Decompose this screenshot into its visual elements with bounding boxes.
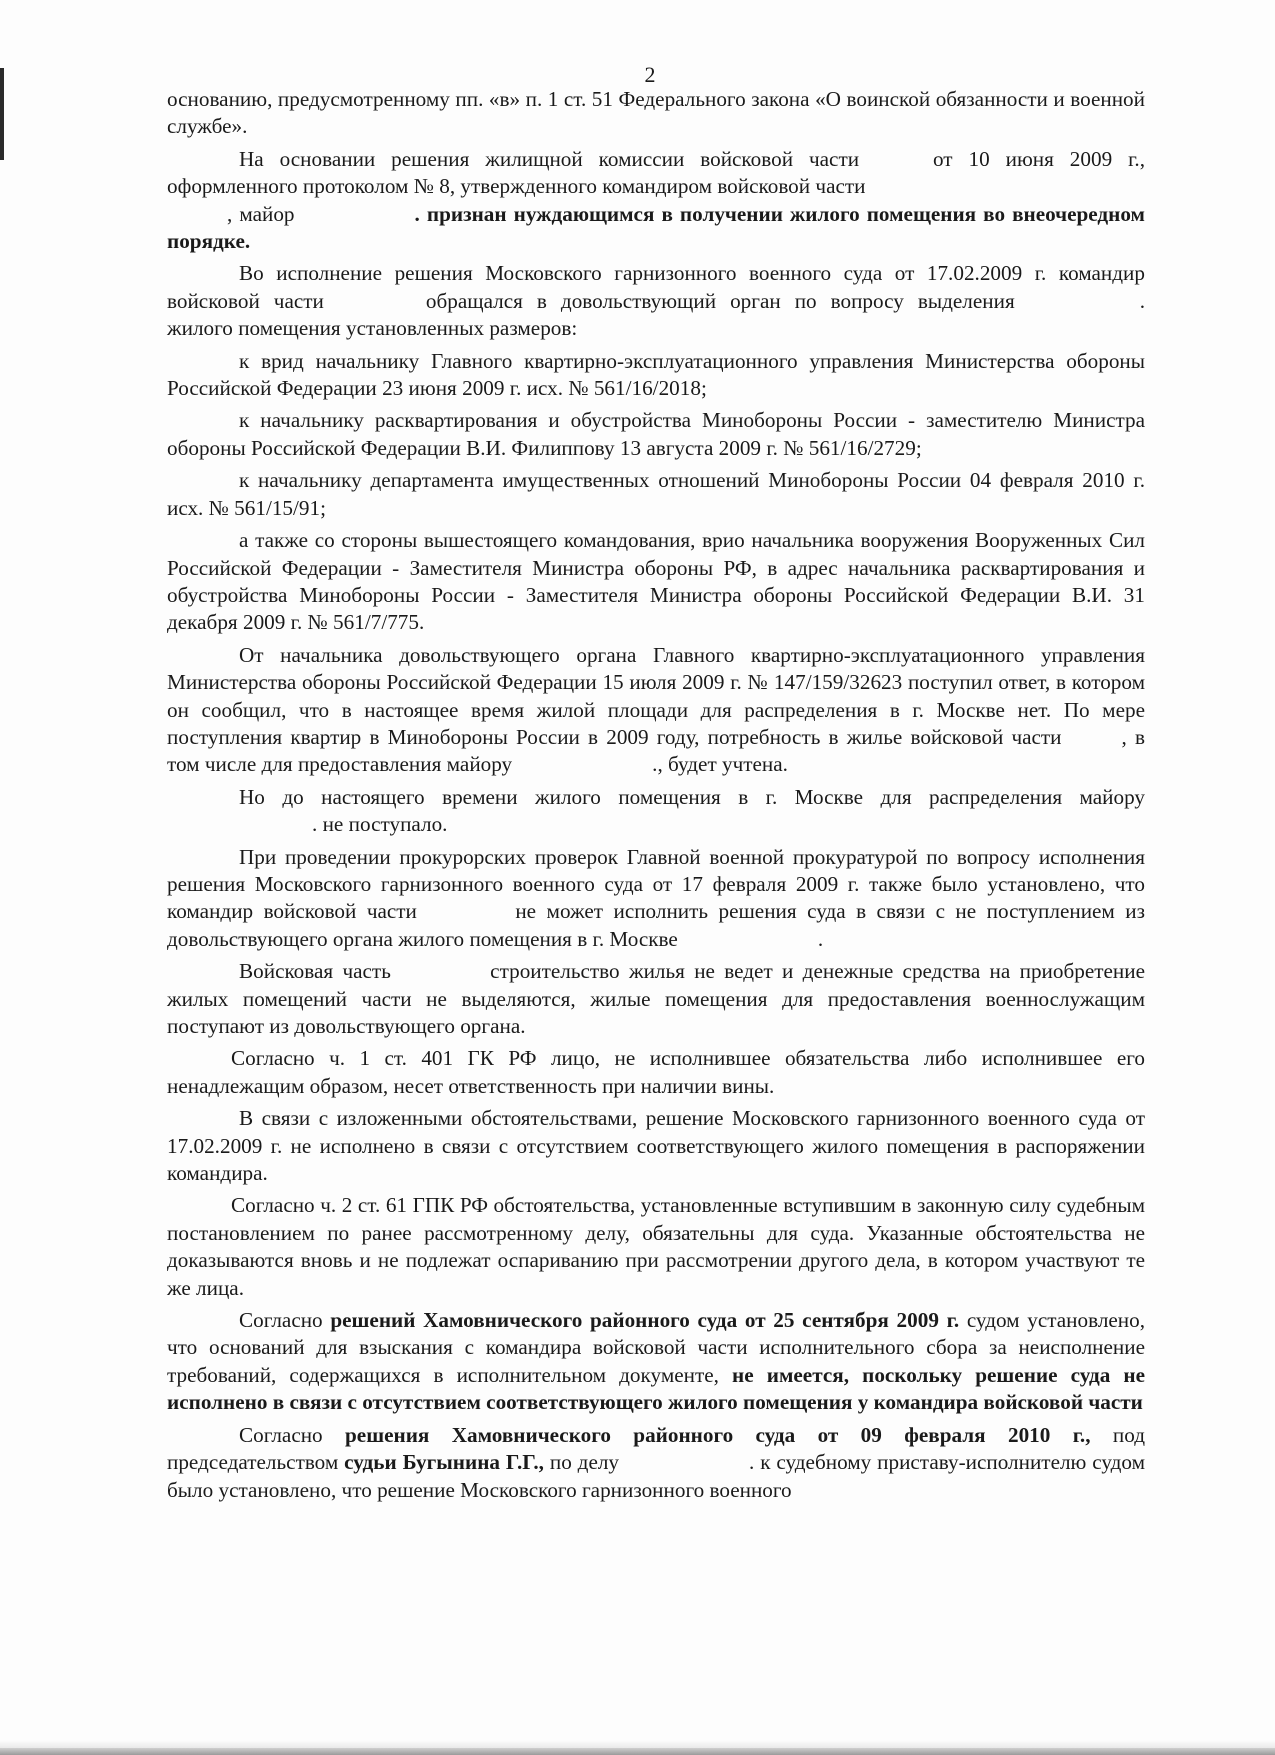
paragraph: Согласно ч. 1 ст. 401 ГК РФ лицо, не исполнившее обязательства либо исполнившее его ненадлежащим образом, несет ответственность при наличии вины. [167,1046,1145,1098]
paragraph: Войсковая часть строительство жилья не ведет и денежные средства на приобретение жилых помещений части не выделяются, жилые помещения для предоставления военнослужащим поступают из довольствующего органа. [167,959,1145,1038]
paragraph: Согласно решений Хамовнического районного суда от 25 сентября 2009 г. судом установлено, что оснований для взыскания с командира войсковой части исполнительного сбора за неисполнение требований, содержащихся в исполнительном документе, не имеется, поскольку решение суда не исполнено в связи с отсутствием соответствующего жилого помещения у командира войсковой части [167,1308,1146,1415]
paragraph: При проведении прокурорских проверок Главной военной прокуратурой по вопросу исполнения решения Московского гарнизонного военного суда от 17 февраля 2009 г. также было установлено, что командир войсковой части не может исполнить решения суда в связи с не поступлением из довольствующего органа жилого помещения в г. Москве . [167,844,1145,951]
paragraph: Но до настоящего времени жилого помещения в г. Москве для распределения майору. не поступало. [239,784,1145,837]
paragraph: к начальнику расквартирования и обустройства Минобороны России - заместителю Министра обороны Российской Федерации В.И. Филиппову 13 августа 2009 г. № 561/16/2729; [167,408,1145,460]
scan-bottom-edge [0,1748,1275,1755]
paragraph: к начальнику департамента имущественных отношений Минобороны России 04 февраля 2010 г. исх. № 561/15/91; [167,468,1145,520]
paragraph: а также со стороны вышестоящего командования, врио начальника вооружения Вооруженных Сил Российской Федерации - Заместителя Министра обороны РФ, в адрес начальника расквартирования и обустройства Минобороны России - Заместителя Министра обороны Российской Федерации В.И. 31 декабря 2009 г. № 561/7/775. [167,528,1145,635]
paragraph: Согласно решения Хамовнического районного суда от 09 февраля 2010 г., под председательством судьи Бугынина Г.Г., по делу . к судебному приставу-исполнителю судом было установлено, что решение Московского гарнизонного военного [167,1422,1146,1502]
page-number: 2 [644,62,656,87]
paragraph: основанию, предусмотренному пп. «в» п. 1 ст. 51 Федерального закона «О воинской обязанности и военной службе». [167,87,1145,139]
scan-shadow [0,1740,1275,1748]
paragraph: к врид начальнику Главного квартирно-эксплуатационного управления Министерства обороны Российской Федерации 23 июня 2009 г. исх. № 561/16/2018; [167,348,1145,401]
document-body [167,86,1145,1509]
paragraph: На основании решения жилищной комиссии войсковой части от 10 июня 2009 г., оформленного протоколом № 8, утвержденного командиром войсковой части , майор . признан нуждающимся в получении жилого помещения во внеочередном порядке. [167,146,1146,254]
paragraph: От начальника довольствующего органа Главного квартирно-эксплуатационного управления Министерства обороны Российской Федерации 15 июля 2009 г. № 147/159/32623 поступил ответ, в котором он сообщил, что в настоящее время жилой площади для распределения в г. Москве нет. По мере поступления квартир в Минобороны России в 2009 году, потребность в жилье войсковой части , в том числе для предоставления майору ., будет учтена. [167,642,1145,777]
paragraph: В связи с изложенными обстоятельствами, решение Московского гарнизонного военного суда от 17.02.2009 г. не исполнено в связи с отсутствием соответствующего жилого помещения в распоряжении командира. [167,1106,1145,1186]
paragraph: Согласно ч. 2 ст. 61 ГПК РФ обстоятельства, установленные вступившим в законную силу судебным постановлением по ранее рассмотренному делу, обязательны для суда. Указанные обстоятельства не доказываются вновь и не подлежат оспариванию при рассмотрении другого дела, в котором участвуют те же лица. [167,1193,1145,1300]
paragraph: Во исполнение решения Московского гарнизонного военного суда от 17.02.2009 г. командир войсковой части обращался в довольствующий орган по вопросу выделения . жилого помещения установленных размеров: [167,261,1145,341]
